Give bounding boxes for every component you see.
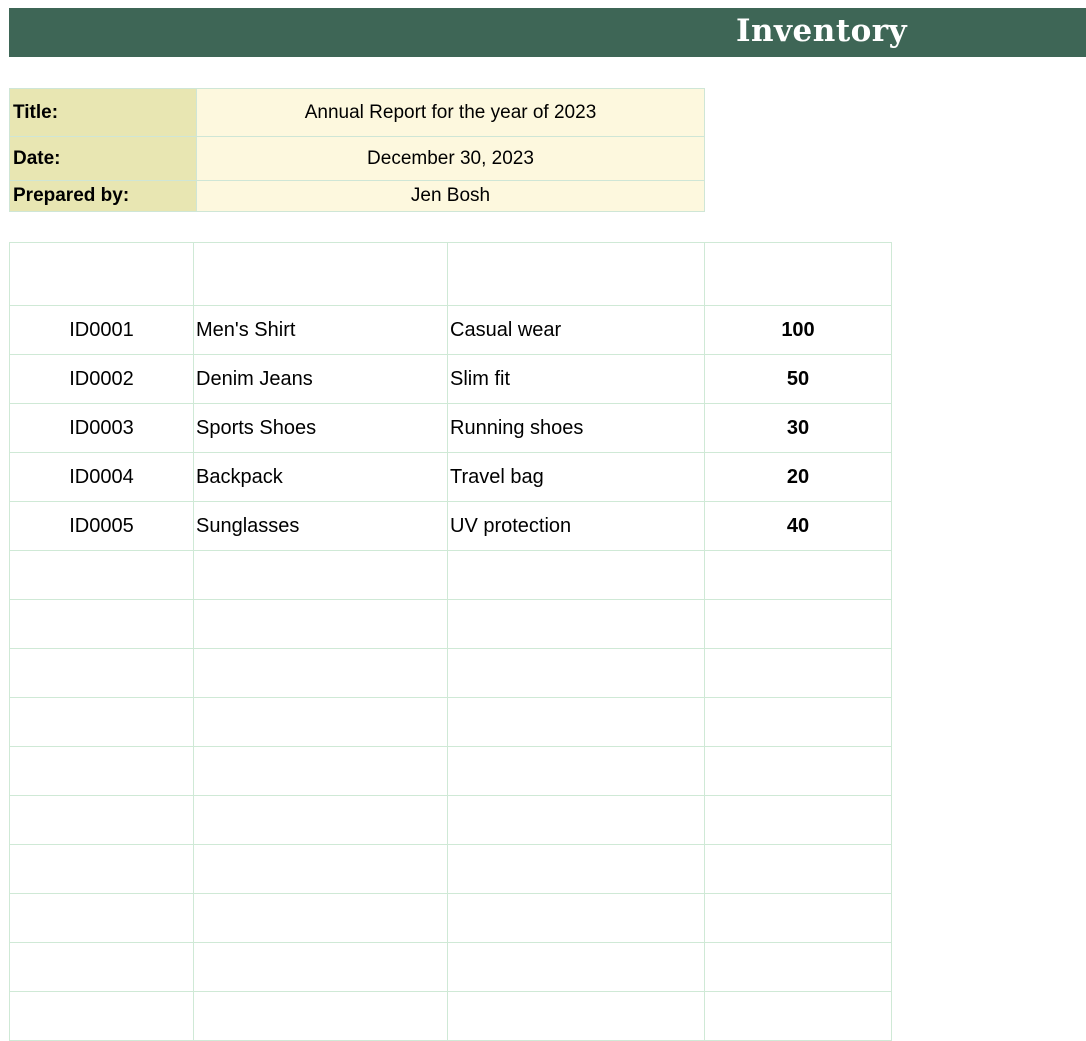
- empty-cell[interactable]: [705, 600, 892, 649]
- empty-cell[interactable]: [10, 992, 194, 1041]
- info-row-prepared-by: [10, 181, 705, 212]
- item-description-cell[interactable]: UV protection: [448, 502, 705, 551]
- item-id-cell[interactable]: ID0005: [10, 502, 194, 551]
- empty-row: [10, 796, 892, 845]
- empty-cell[interactable]: [448, 649, 705, 698]
- empty-cell[interactable]: [448, 845, 705, 894]
- empty-row: [10, 551, 892, 600]
- empty-cell[interactable]: [10, 698, 194, 747]
- item-quantity-cell[interactable]: 40: [705, 502, 892, 551]
- empty-row: [10, 894, 892, 943]
- empty-cell[interactable]: [705, 747, 892, 796]
- empty-cell[interactable]: [194, 943, 448, 992]
- report-info-table: [9, 88, 705, 212]
- header-cell[interactable]: [705, 243, 892, 306]
- item-name-cell[interactable]: Sunglasses: [194, 502, 448, 551]
- empty-cell[interactable]: [10, 894, 194, 943]
- header-cell[interactable]: [194, 243, 448, 306]
- date-label[interactable]: Date:: [10, 137, 197, 181]
- item-name-cell[interactable]: Men's Shirt: [194, 306, 448, 355]
- item-name-cell[interactable]: Sports Shoes: [194, 404, 448, 453]
- empty-cell[interactable]: [10, 747, 194, 796]
- empty-row: [10, 649, 892, 698]
- item-quantity-cell[interactable]: 50: [705, 355, 892, 404]
- date-value[interactable]: December 30, 2023: [197, 137, 705, 181]
- info-row-date: [10, 137, 705, 181]
- empty-row: [10, 992, 892, 1041]
- item-quantity-cell[interactable]: 30: [705, 404, 892, 453]
- empty-cell[interactable]: [194, 796, 448, 845]
- header-row: [10, 243, 892, 306]
- table-row: [10, 453, 892, 502]
- prepared-by-label[interactable]: Prepared by:: [10, 181, 197, 212]
- empty-cell[interactable]: [448, 698, 705, 747]
- title-banner: [9, 8, 1086, 57]
- empty-cell[interactable]: [10, 796, 194, 845]
- empty-cell[interactable]: [194, 600, 448, 649]
- empty-cell[interactable]: [705, 796, 892, 845]
- empty-cell[interactable]: [705, 943, 892, 992]
- item-description-cell[interactable]: Travel bag: [448, 453, 705, 502]
- table-row: [10, 306, 892, 355]
- inventory-table-body: [10, 243, 892, 1041]
- empty-cell[interactable]: [194, 698, 448, 747]
- empty-cell[interactable]: [705, 649, 892, 698]
- empty-cell[interactable]: [194, 894, 448, 943]
- empty-row: [10, 698, 892, 747]
- empty-cell[interactable]: [705, 698, 892, 747]
- header-cell[interactable]: [448, 243, 705, 306]
- item-description-cell[interactable]: Running shoes: [448, 404, 705, 453]
- item-id-cell[interactable]: ID0004: [10, 453, 194, 502]
- banner-title: Inventory: [736, 13, 908, 49]
- item-description-cell[interactable]: Casual wear: [448, 306, 705, 355]
- empty-cell[interactable]: [194, 747, 448, 796]
- empty-cell[interactable]: [448, 551, 705, 600]
- empty-cell[interactable]: [705, 894, 892, 943]
- empty-cell[interactable]: [10, 600, 194, 649]
- empty-cell[interactable]: [448, 992, 705, 1041]
- empty-cell[interactable]: [10, 649, 194, 698]
- empty-row: [10, 943, 892, 992]
- info-row-title: [10, 89, 705, 137]
- empty-cell[interactable]: [448, 747, 705, 796]
- table-row: [10, 355, 892, 404]
- empty-cell[interactable]: [705, 845, 892, 894]
- empty-cell[interactable]: [705, 992, 892, 1041]
- empty-row: [10, 600, 892, 649]
- table-row: [10, 404, 892, 453]
- empty-cell[interactable]: [10, 845, 194, 894]
- item-id-cell[interactable]: ID0001: [10, 306, 194, 355]
- empty-cell[interactable]: [448, 943, 705, 992]
- header-cell[interactable]: [10, 243, 194, 306]
- item-id-cell[interactable]: ID0003: [10, 404, 194, 453]
- empty-cell[interactable]: [448, 894, 705, 943]
- item-quantity-cell[interactable]: 20: [705, 453, 892, 502]
- empty-cell[interactable]: [448, 600, 705, 649]
- empty-cell[interactable]: [10, 551, 194, 600]
- empty-cell[interactable]: [194, 551, 448, 600]
- item-description-cell[interactable]: Slim fit: [448, 355, 705, 404]
- empty-cell[interactable]: [194, 992, 448, 1041]
- inventory-table: [9, 242, 892, 1041]
- title-label[interactable]: Title:: [10, 89, 197, 137]
- empty-cell[interactable]: [194, 845, 448, 894]
- item-name-cell[interactable]: Backpack: [194, 453, 448, 502]
- empty-cell[interactable]: [448, 796, 705, 845]
- empty-row: [10, 845, 892, 894]
- item-quantity-cell[interactable]: 100: [705, 306, 892, 355]
- prepared-by-value[interactable]: Jen Bosh: [197, 181, 705, 212]
- empty-cell[interactable]: [194, 649, 448, 698]
- empty-cell[interactable]: [10, 943, 194, 992]
- table-row: [10, 502, 892, 551]
- item-id-cell[interactable]: ID0002: [10, 355, 194, 404]
- title-value[interactable]: Annual Report for the year of 2023: [197, 89, 705, 137]
- item-name-cell[interactable]: Denim Jeans: [194, 355, 448, 404]
- empty-cell[interactable]: [705, 551, 892, 600]
- empty-row: [10, 747, 892, 796]
